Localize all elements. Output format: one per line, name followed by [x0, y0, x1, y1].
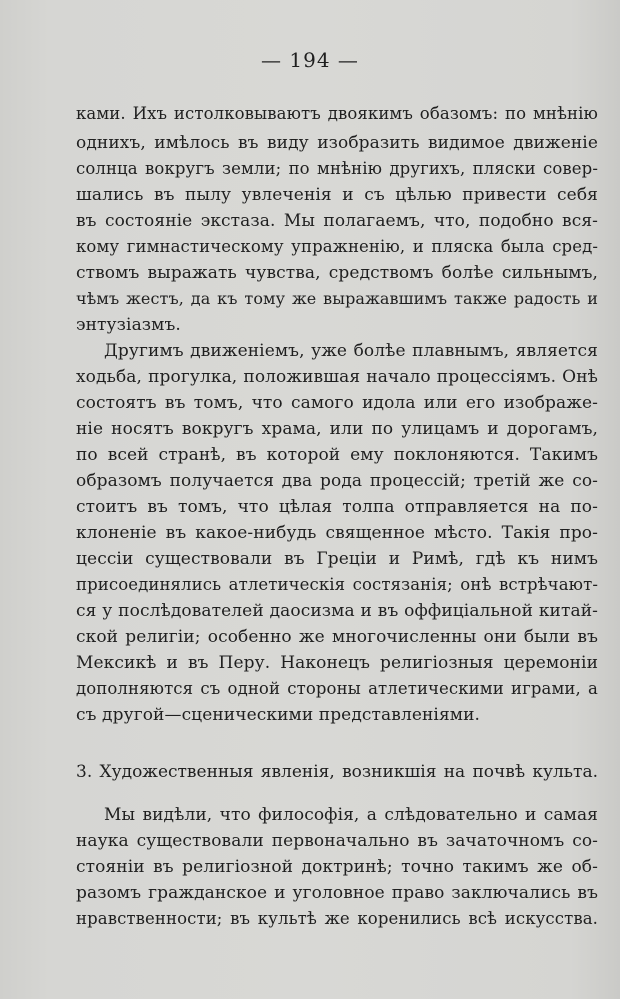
text-line: въ состояніе экстаза. Мы полагаемъ, что, подобно вся-: [76, 211, 598, 231]
text-line: шались въ пылу увлеченія и съ цѣлью привести себя: [76, 185, 598, 205]
text-line: образомъ получается два рода процессій; третій же со-: [76, 471, 598, 491]
text-line: энтузіазмъ.: [76, 315, 181, 335]
text-line: ніе носятъ вокругъ храма, или по улицамъ и дорогамъ,: [76, 419, 598, 439]
text-line: стоитъ въ томъ, что цѣлая толпа отправляется на по-: [76, 497, 598, 517]
text-line: по всей странѣ, въ которой ему поклоняются. Такимъ: [76, 445, 598, 465]
text-line: чѣмъ жестъ, да къ тому же выражавшимъ также радость и: [76, 289, 598, 308]
text-line: нравственности; въ культѣ же коренились всѣ искусства.: [76, 909, 598, 928]
text-line: ходьба, прогулка, положившая начало процессіямъ. Онѣ: [76, 367, 598, 387]
text-line: наука существовали первоначально въ зачаточномъ со-: [76, 831, 598, 851]
text-line: Мы видѣли, что философія, а слѣдовательно и самая: [104, 805, 598, 825]
text-line: состоятъ въ томъ, что самого идола или его изображе-: [76, 393, 598, 413]
text-line: ками. Ихъ истолковываютъ двоякимъ обазомъ: по мнѣнію: [76, 104, 598, 123]
text-line: цессіи существовали въ Греціи и Римѣ, гдѣ къ нимъ: [76, 549, 598, 569]
text-line: солнца вокругъ земли; по мнѣнію другихъ, пляски совер-: [76, 159, 598, 178]
text-line: ствомъ выражать чувства, средствомъ болѣе сильнымъ,: [76, 263, 598, 283]
section-heading: 3. Художественныя явленія, возникшія на почвѣ культа.: [76, 762, 598, 782]
text-line: стояніи въ религіозной доктринѣ; точно такимъ же об-: [76, 857, 598, 877]
text-line: Другимъ движеніемъ, уже болѣе плавнымъ, является: [104, 341, 598, 361]
text-line: кому гимнастическому упражненію, и пляска была сред-: [76, 237, 598, 256]
text-line: дополняются съ одной стороны атлетическими играми, а: [76, 679, 598, 698]
text-line: Мексикѣ и въ Перу. Наконецъ религіозныя церемоніи: [76, 653, 598, 673]
page-number: — 194 —: [261, 48, 359, 72]
text-line: однихъ, имѣлось въ виду изобразить видимое движеніе: [76, 133, 598, 153]
text-line: присоединялись атлетическія состязанія; онѣ встрѣчают-: [76, 575, 598, 594]
text-line: ской религіи; особенно же многочисленны они были въ: [76, 627, 598, 647]
text-line: ся у послѣдователей даосизма и въ оффиціальной китай-: [76, 601, 598, 621]
text-line: разомъ гражданское и уголовное право заключались въ: [76, 883, 598, 903]
text-line: клоненіе въ какое-нибудь священное мѣсто. Такія про-: [76, 523, 598, 543]
text-line: съ другой—сценическими представленіями.: [76, 705, 481, 725]
